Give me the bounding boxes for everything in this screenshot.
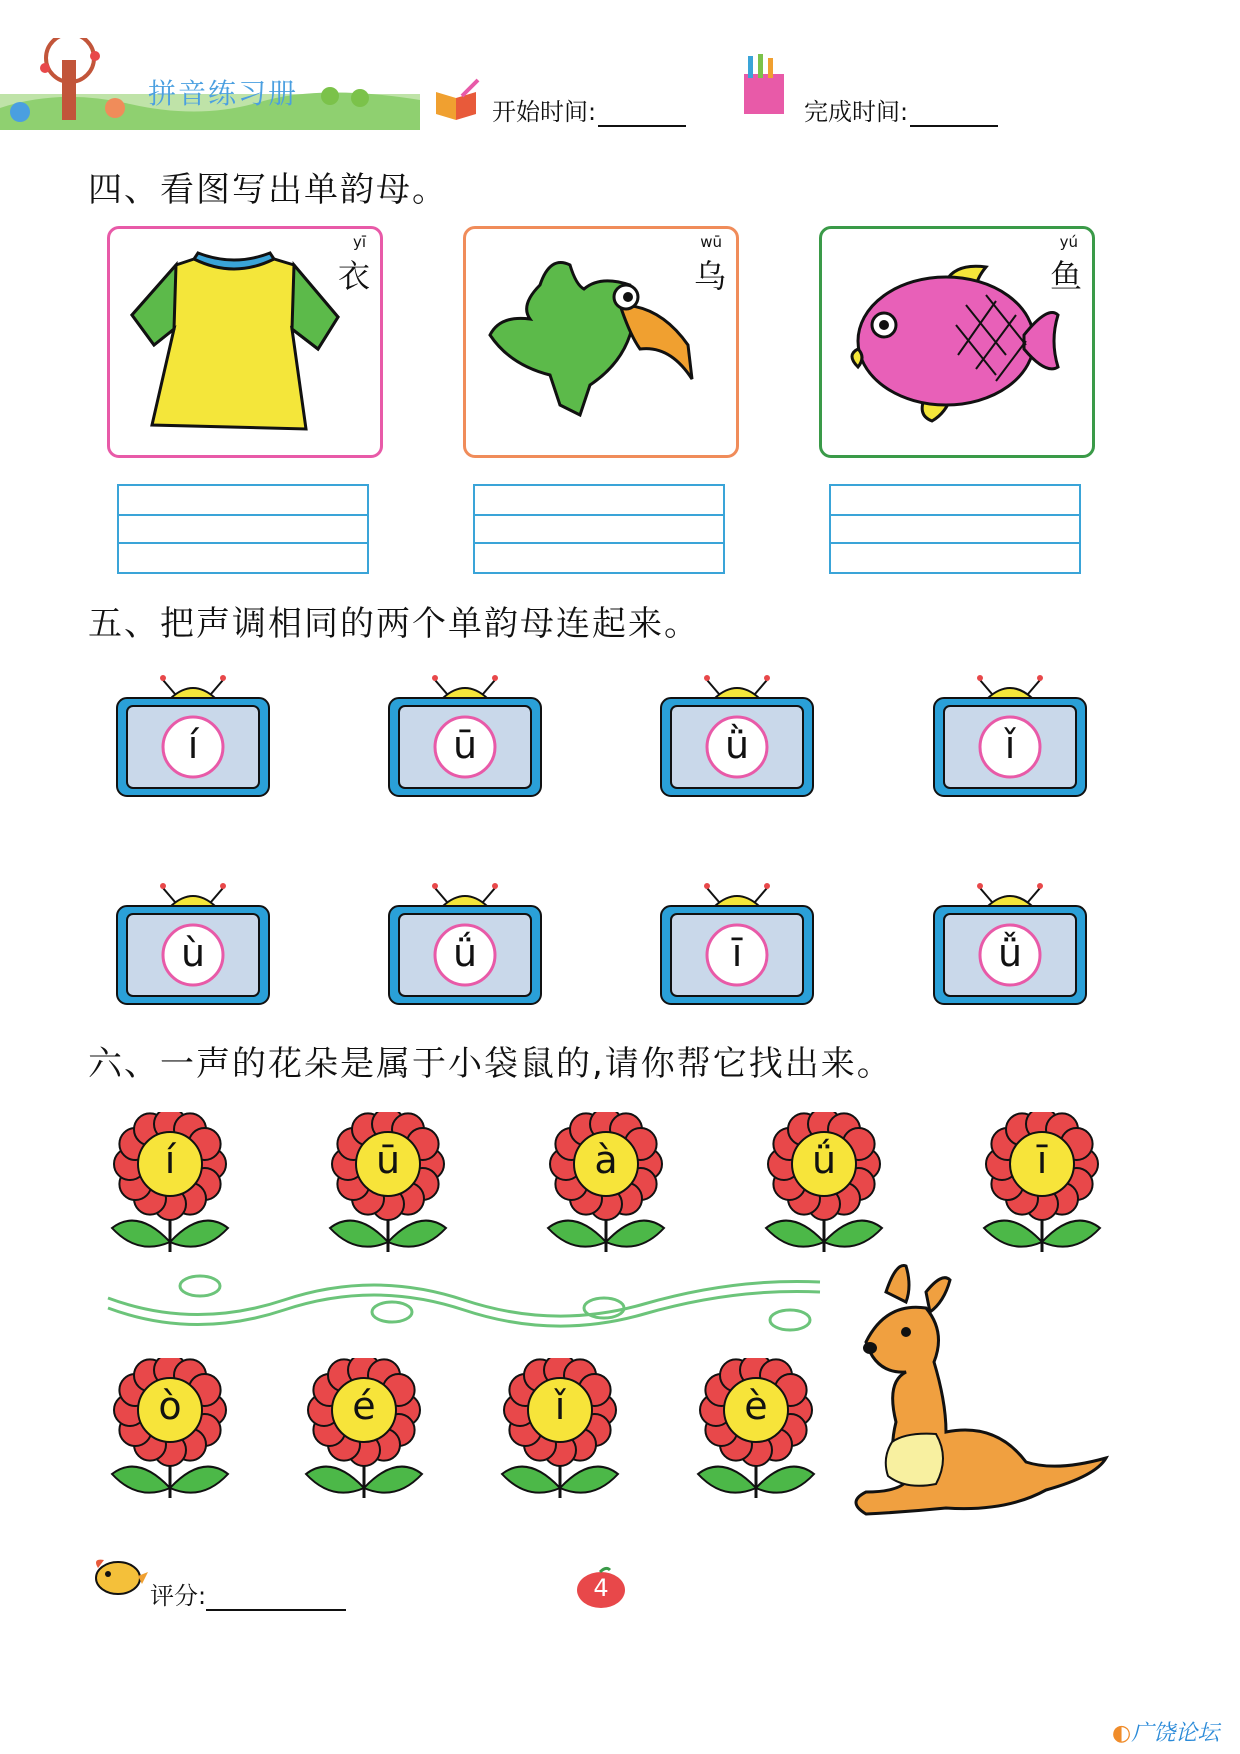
tv-card[interactable] (657, 878, 817, 1008)
hanzi-label: 衣 (337, 257, 370, 295)
flower-icon (980, 1112, 1104, 1262)
flower[interactable] (302, 1358, 426, 1508)
fish-icon (836, 245, 1076, 445)
tv-card[interactable] (930, 878, 1090, 1008)
flower-icon (326, 1112, 450, 1262)
page-number-badge (576, 1566, 626, 1610)
wavy-path (104, 1270, 824, 1340)
vowel-label: à (594, 1138, 618, 1182)
vowel-label: ǜ (724, 723, 750, 767)
start-time-line[interactable] (598, 101, 686, 127)
page-number: 4 (593, 1574, 609, 1602)
vowel-label: ǐ (1004, 723, 1016, 767)
section5-title: 五、把声调相同的两个单韵母连起来。 (88, 604, 700, 644)
vowel-label: ǘ (452, 931, 478, 975)
book-title: 拼音练习册 (148, 77, 299, 110)
flower[interactable] (694, 1358, 818, 1508)
finish-time-field[interactable] (804, 92, 998, 127)
watermark-text: 广饶论坛 (1131, 1721, 1220, 1746)
picture-card-fish (819, 226, 1095, 458)
vowel-label: í (187, 723, 199, 767)
flower-icon (108, 1112, 232, 1262)
flower[interactable] (498, 1358, 622, 1508)
section6-title: 六、一声的花朵是属于小袋鼠的,请你帮它找出来。 (88, 1044, 893, 1084)
crow-icon (480, 245, 720, 445)
flower-icon (694, 1358, 818, 1508)
pinyin-label: yú (1059, 233, 1078, 251)
vowel-label: é (352, 1384, 376, 1428)
vowel-label: ū (452, 723, 478, 767)
flower-icon (762, 1112, 886, 1262)
start-time-label: 开始时间: (492, 98, 597, 126)
flower[interactable] (544, 1112, 668, 1262)
hanzi-label: 鱼 (1049, 257, 1082, 295)
flower[interactable] (326, 1112, 450, 1262)
tv-card[interactable] (385, 670, 545, 800)
vowel-label: ǐ (554, 1384, 566, 1428)
finish-time-label: 完成时间: (804, 98, 909, 126)
tv-card[interactable] (113, 878, 273, 1008)
kangaroo-icon (826, 1262, 1116, 1542)
bird-icon (88, 1550, 148, 1600)
pinyin-label: wū (700, 233, 722, 251)
finish-time-line[interactable] (910, 101, 998, 127)
vowel-label: ù (180, 931, 206, 975)
vowel-label: ò (158, 1384, 182, 1428)
header-banner (0, 38, 420, 130)
score-field[interactable] (150, 1576, 346, 1611)
watermark (1112, 1716, 1219, 1747)
flower[interactable] (762, 1112, 886, 1262)
flower-icon (302, 1358, 426, 1508)
writing-box-3[interactable] (829, 484, 1081, 574)
score-label: 评分: (150, 1582, 207, 1610)
writing-box-1[interactable] (117, 484, 369, 574)
book-icon (432, 78, 482, 122)
pinyin-label: yī (352, 233, 366, 251)
tv-card[interactable] (113, 670, 273, 800)
pencil-cup-icon (738, 52, 790, 118)
flower[interactable] (108, 1358, 232, 1508)
score-line[interactable] (206, 1585, 346, 1611)
flower-icon (544, 1112, 668, 1262)
writing-box-2[interactable] (473, 484, 725, 574)
start-time-field[interactable] (492, 92, 686, 127)
vowel-label: ǘ (811, 1138, 837, 1182)
flower-icon (498, 1358, 622, 1508)
watermark-logo-icon: ◐ (1112, 1721, 1132, 1746)
tv-card[interactable] (385, 878, 545, 1008)
tv-card[interactable] (930, 670, 1090, 800)
picture-card-crow (463, 226, 739, 458)
section4-title: 四、看图写出单韵母。 (88, 170, 448, 210)
vowel-label: ǚ (997, 931, 1023, 975)
vowel-label: ī (1036, 1138, 1048, 1182)
flower[interactable] (980, 1112, 1104, 1262)
picture-card-shirt (107, 226, 383, 458)
shirt-icon (124, 245, 374, 445)
tv-card[interactable] (657, 670, 817, 800)
vowel-label: í (164, 1138, 176, 1182)
vowel-label: ū (375, 1138, 401, 1182)
flower[interactable] (108, 1112, 232, 1262)
flower-icon (108, 1358, 232, 1508)
vowel-label: ī (731, 931, 743, 975)
hanzi-label: 乌 (693, 257, 726, 295)
vowel-label: è (744, 1384, 768, 1428)
